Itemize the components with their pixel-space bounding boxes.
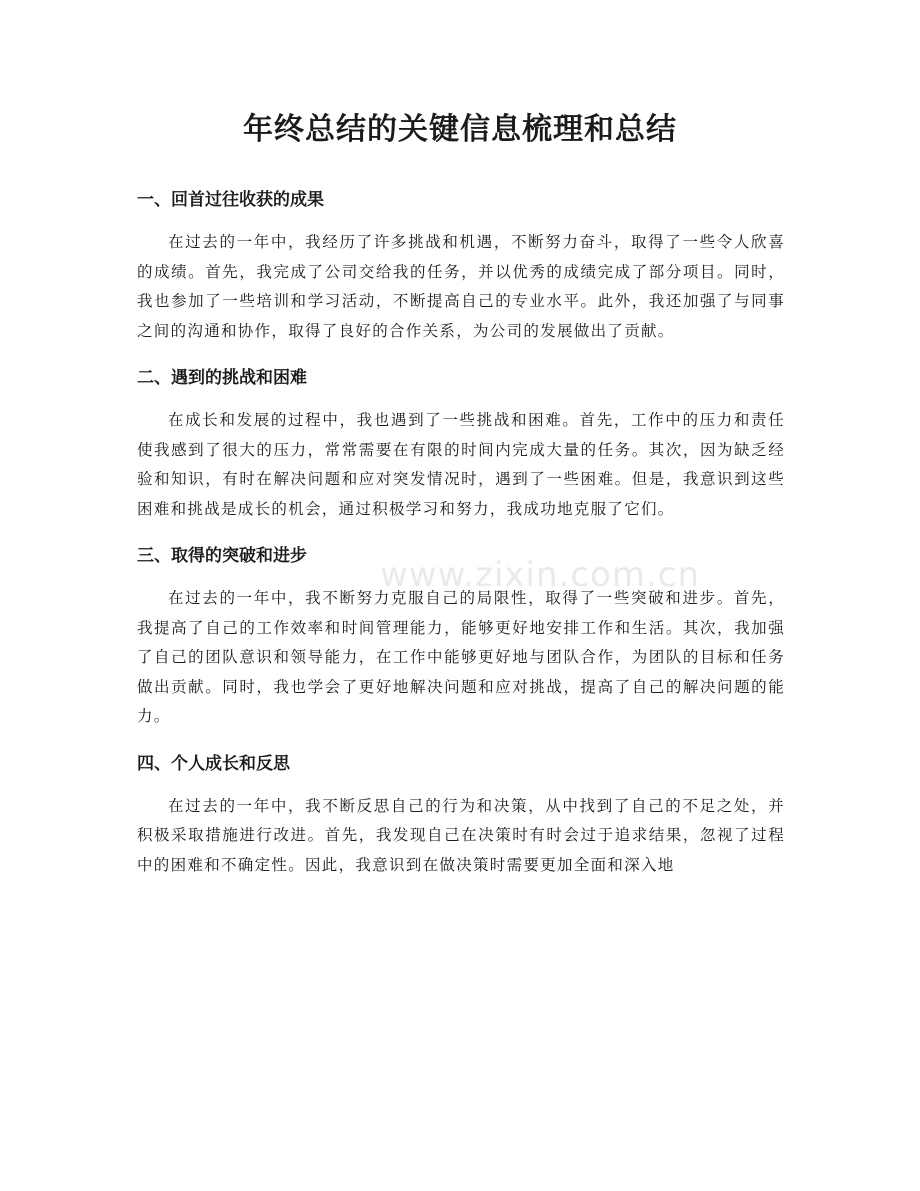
watermark-text: www.zixin.com.cn <box>380 555 700 595</box>
section-paragraph: 在过去的一年中，我不断努力克服自己的局限性，取得了一些突破和进步。首先，我提高了自己的工作效率和时间管理能力，能够更好地安排工作和生活。其次，我加强了自己的团队意识和领导能力，在工作中能够更好地与团队合作，为团队的目标和任务做出贡献。同时，我也学会了更好地解决问题和应对挑战，提高了自己的解决问题的能力。 <box>137 589 785 725</box>
section-2 <box>137 360 785 524</box>
section-heading: 三、取得的突破和进步 <box>137 546 307 566</box>
page-title: 年终总结的关键信息梳理和总结 <box>243 112 677 147</box>
section-heading: 一、回首过往收获的成果 <box>137 190 324 210</box>
section-1 <box>137 182 785 346</box>
section-3 <box>137 538 785 732</box>
document-content <box>137 182 785 894</box>
section-paragraph: 在过去的一年中，我经历了许多挑战和机遇，不断努力奋斗，取得了一些令人欣喜的成绩。首先，我完成了公司交给我的任务，并以优秀的成绩完成了部分项目。同时，我也参加了一些培训和学习活动，不断提高自己的专业水平。此外，我还加强了与同事之间的沟通和协作，取得了良好的合作关系，为公司的发展做出了贡献。 <box>137 233 785 340</box>
section-paragraph: 在成长和发展的过程中，我也遇到了一些挑战和困难。首先，工作中的压力和责任使我感到了很大的压力，常常需要在有限的时间内完成大量的任务。其次，因为缺乏经验和知识，有时在解决问题和应对突发情况时，遇到了一些困难。但是，我意识到这些困难和挑战是成长的机会，通过积极学习和努力，我成功地克服了它们。 <box>137 411 785 518</box>
section-heading: 四、个人成长和反思 <box>137 753 290 774</box>
section-4 <box>137 746 785 881</box>
section-heading: 二、遇到的挑战和困难 <box>137 368 307 388</box>
section-paragraph: 在过去的一年中，我不断反思自己的行为和决策，从中找到了自己的不足之处，并积极采取措施进行改进。首先，我发现自己在决策时有时会过于追求结果，忽视了过程中的困难和不确定性。因此，我意识到在做决策时需要更加全面和深入地 <box>137 796 785 874</box>
